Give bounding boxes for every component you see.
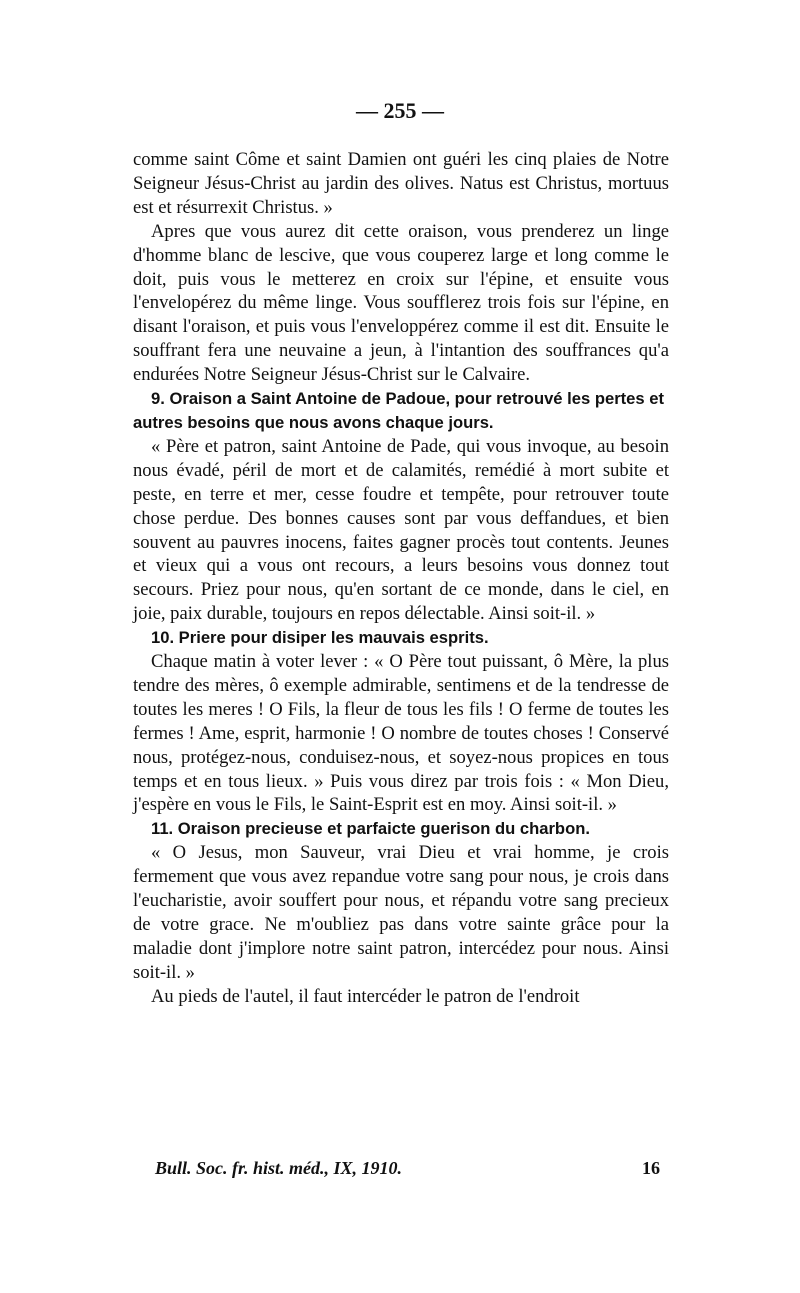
- paragraph: « Père et patron, saint Antoine de Pade, qui vous invoque, au besoin nous évadé, péril de mort et de calamités, remédié à mort subite et peste, en terre et mer, cesse foudre et tempête, pour retrouver toute chose perdue. Des bonnes causes sont par vous deffandues, et bien souvent au pauvres inocens, faites gagner procès tout contents. Jeunes et vieux qui a vous ont recours, a leurs besoins vous donnez tout secours. Priez pour nous, qu'en sortant de ce monde, dans le ciel, en joie, paix durable, toujours en repos délectable. Ainsi soit-il. »: [133, 435, 669, 625]
- page-footer: [155, 1158, 660, 1179]
- section-heading-11: 11. Oraison precieuse et parfaicte guerison du charbon.: [151, 819, 590, 839]
- paragraph: Au pieds de l'autel, il faut intercéder le patron de l'endroit: [151, 985, 580, 1007]
- paragraph: Chaque matin à voter lever : « O Père tout puissant, ô Mère, la plus tendre des mères, ô exemple admirable, sentimens et de la tendresse de toutes les meres ! O Fils, la fleur de tous les fils ! O ferme de toutes les fermes ! Ame, esprit, harmonie ! O nombre de toutes choses ! Conservé nous, protégez-nous, conduisez-nous, et soyez-nous propices en tous temps et en tous lieux. » Puis vous direz par trois fois : « Mon Dieu, j'espère en vous le Fils, le Saint-Esprit est en moy. Ainsi soit-il. »: [133, 651, 669, 816]
- section-heading-10: 10. Priere pour disiper les mauvais esprits.: [151, 628, 489, 648]
- page-number: — 255 —: [356, 98, 444, 123]
- section-heading-9: 9. Oraison a Saint Antoine de Padoue, pour retrouvé les pertes et autres besoins que nous avons chaque jours.: [133, 389, 664, 432]
- paragraph: « O Jesus, mon Sauveur, vrai Dieu et vrai homme, je crois fermement que vous avez repandue votre sang pour nous, je crois dans l'eucharistie, avoir souffert pour nous, et répandu votre sang precieux de votre grace. Ne m'oubliez pas dans votre sainte grâce pour la maladie dont j'implore notre saint patron, intercédez pour nous. Ainsi soit-il. »: [133, 842, 669, 983]
- paragraph: Apres que vous aurez dit cette oraison, vous prenderez un linge d'homme blanc de lescive, que vous couperez large et long comme le doit, puis vous le metterez en croix sur l'épine, et ensuite vous l'envelopérez du même linge. Vous soufflerez trois fois sur l'épine, en disant l'oraison, et puis vous l'enveloppérez comme il est dit. Ensuite le souffrant fera une neuvaine a jeun, à l'intantion des souffrances qu'a endurées Notre Seigneur Jésus-Christ sur le Calvaire.: [133, 220, 669, 386]
- paragraph: comme saint Côme et saint Damien ont guéri les cinq plaies de Notre Seigneur Jésus-Christ au jardin des olives. Natus est Christus, mortuus est et résurrexit Christus. »: [133, 149, 669, 218]
- sheet-signature: 16: [642, 1158, 660, 1178]
- page-body: [133, 148, 669, 1009]
- footer-citation: Bull. Soc. fr. hist. méd., IX, 1910.: [155, 1158, 403, 1178]
